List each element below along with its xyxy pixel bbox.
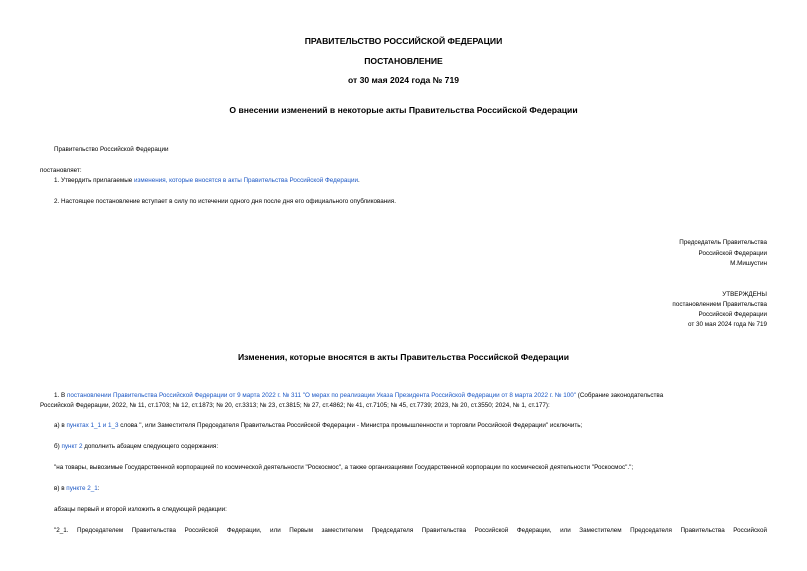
subitem-v-quote: "2_1. Председателем Правительства Российской Федерации, или Первым заместителем Председателя Правительства Российской Федерации, или Заместителем Председателя Правительства Российской	[54, 527, 767, 534]
changes-link[interactable]: изменения, которые вносятся в акты Правительства Российской Федерации	[134, 177, 358, 184]
signatory-name: М.Мишустин	[730, 260, 767, 267]
approved-by: постановлением Правительства	[672, 301, 767, 308]
approved-date: от 30 мая 2024 года № 719	[688, 321, 767, 328]
item-1-citation: Российской Федерации, 2022, № 11, ст.1703; № 12, ст.1873; № 20, ст.3313; № 23, ст.3815; № 27, ст.4862; № 41, ст.7105; № 45, ст.7739; 2023, № 20, ст.3550; 2024, № 1, ст.177):	[40, 402, 550, 409]
approved-country: Российской Федерации	[698, 311, 767, 318]
point-2-1-link[interactable]: пункте 2_1	[66, 485, 98, 492]
document-title: О внесении изменений в некоторые акты Правительства Российской Федерации	[229, 105, 578, 115]
signatory-position: Председатель Правительства	[679, 239, 767, 246]
document-type: ПОСТАНОВЛЕНИЕ	[364, 56, 443, 66]
point-1	[54, 177, 360, 185]
approved-heading: УТВЕРЖДЕНЫ	[722, 291, 767, 298]
changes-title: Изменения, которые вносятся в акты Правительства Российской Федерации	[237, 352, 569, 362]
item-1-prefix: 1. В	[54, 392, 67, 399]
issuing-authority: ПРАВИТЕЛЬСТВО РОССИЙСКОЙ ФЕДЕРАЦИИ	[304, 36, 503, 46]
item-1-suffix: (Собрание законодательства	[575, 392, 664, 399]
document-date-number: от 30 мая 2024 года № 719	[347, 75, 460, 85]
points-1-1-1-3-link[interactable]: пунктах 1_1 и 1_3	[66, 422, 119, 429]
subitem-a-suffix: слова ", или Заместителя Председателя Правительства Российской Федерации - Министра промышленности и торговли Российской Федерации" исключить;	[118, 422, 583, 429]
subitem-a	[54, 422, 582, 430]
point-1-prefix: 1. Утвердить прилагаемые	[54, 177, 134, 184]
subitem-v-instruction: абзацы первый и второй изложить в следующей редакции:	[54, 506, 227, 513]
subitem-b	[54, 443, 218, 451]
subitem-v-suffix: :	[97, 485, 100, 492]
subitem-b-suffix: дополнить абзацем следующего содержания:	[82, 443, 219, 450]
point-1-suffix: .	[357, 177, 360, 184]
subitem-b-prefix: б)	[54, 443, 62, 450]
preamble-decrees: постановляет:	[40, 167, 82, 174]
subitem-a-prefix: а) в	[54, 422, 67, 429]
signatory-country: Российской Федерации	[698, 250, 767, 257]
point-2: 2. Настоящее постановление вступает в силу по истечении одного дня после дня его официального опубликования.	[54, 198, 396, 205]
subitem-v-prefix: в) в	[54, 485, 67, 492]
point-2-link[interactable]: пункт 2	[61, 443, 83, 450]
preamble-authority: Правительство Российской Федерации	[54, 146, 169, 153]
subitem-v	[54, 485, 99, 493]
decree-311-link[interactable]: постановлении Правительства Российской Федерации от 9 марта 2022 г. № 311 "О мерах по реализации Указа Президента Российской Федерации от 8 марта 2022 г. № 100"	[66, 392, 576, 399]
subitem-b-quote: "на товары, вывозимые Государственной корпорацией по космической деятельности "Роскосмос", а также организациями Государственной корпорации по космической деятельности "Роскосмос".";	[54, 464, 634, 471]
item-1	[54, 392, 663, 400]
